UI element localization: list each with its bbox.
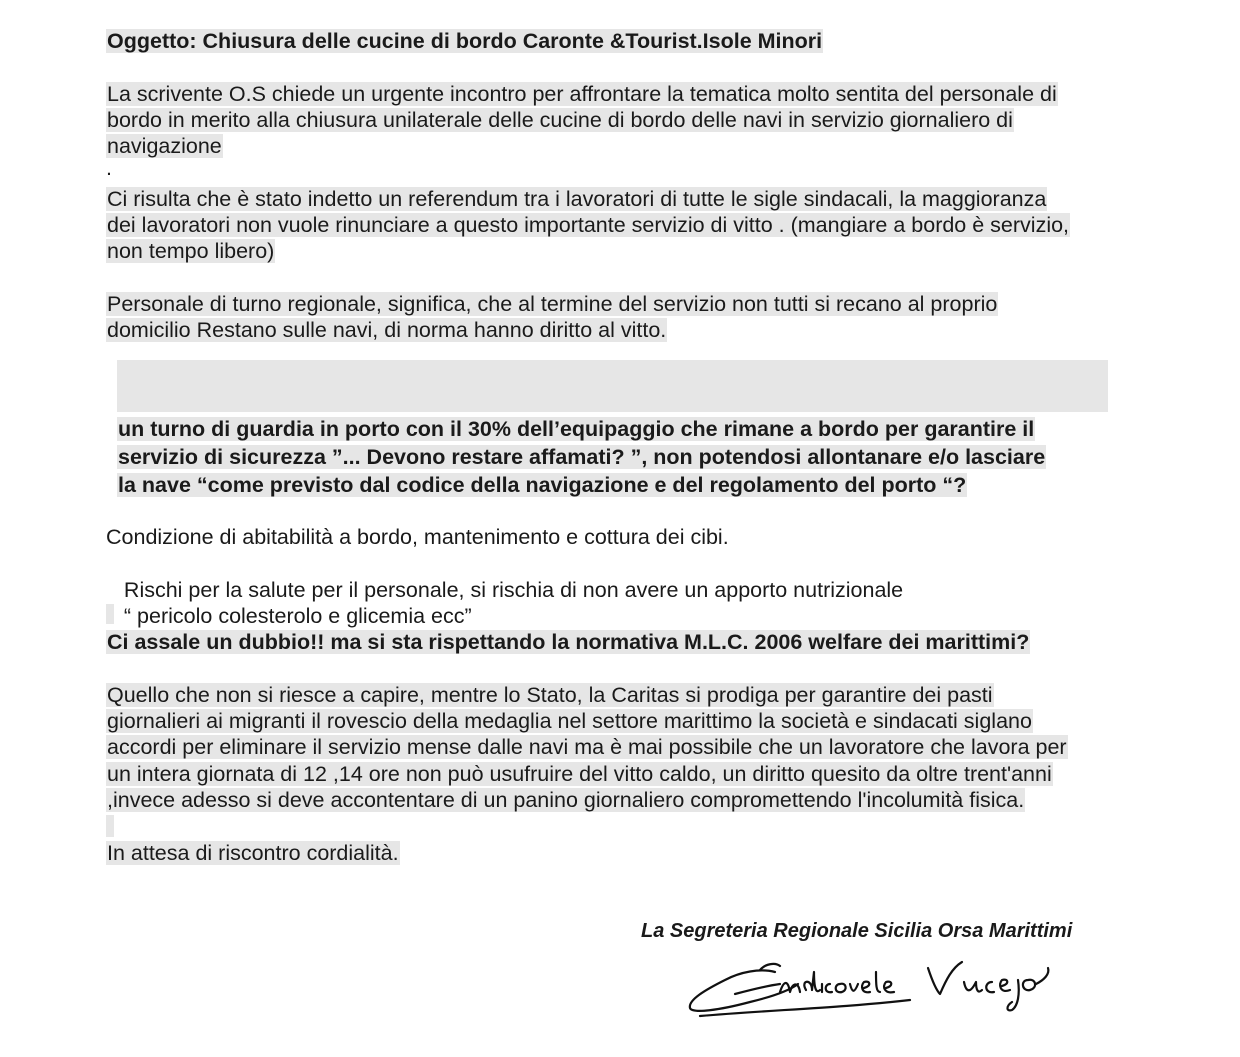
paragraph-4-line-3 — [106, 577, 472, 628]
paragraph-1-dot: . — [106, 156, 112, 180]
bold-block-text-2: servizio di sicurezza ”... Devono restare affamati? ”, non potendosi allontanare e/o lasciare — [118, 445, 1046, 469]
paragraph-1-text-3: navigazione — [107, 134, 222, 158]
bold-block-line-2 — [117, 443, 1046, 471]
paragraph-5-line-5 — [106, 787, 1025, 813]
paragraph-2-text-1: Ci risulta che è stato indetto un referendum tra i lavoratori di tutte le sigle sindacali, la maggioranza — [107, 187, 1047, 211]
bold-block-line-1 — [117, 415, 1035, 443]
paragraph-5-line-4 — [106, 761, 1053, 787]
paragraph-5-line-2 — [106, 708, 1033, 734]
paragraph-2-text-2: dei lavoratori non vuole rinunciare a questo importante servizio di vitto . (mangiare a bordo è servizio, — [107, 213, 1070, 237]
subject-text: Oggetto: Chiusura delle cucine di bordo Caronte &Tourist.Isole Minori — [107, 29, 823, 53]
paragraph-5-text-2: giornalieri ai migranti il rovescio della medaglia nel settore marittimo la società e sindacati siglano — [107, 709, 1032, 733]
paragraph-5-line-3 — [106, 734, 1068, 760]
paragraph-1-line-2 — [106, 107, 1014, 133]
paragraph-2-line-1 — [106, 186, 1047, 212]
closing-text: In attesa di riscontro cordialità. — [107, 841, 399, 865]
margin-mark — [106, 604, 114, 624]
paragraph-2-line-2 — [106, 212, 1070, 238]
paragraph-4-line-1 — [106, 524, 729, 550]
paragraph-5-line-1 — [106, 682, 994, 708]
bold-block-text-1: un turno di guardia in porto con il 30% dell’equipaggio che rimane a bordo per garantire il — [118, 417, 1035, 441]
question-text: Ci assale un dubbio!! ma si sta rispettando la normativa M.L.C. 2006 welfare dei marittimi? — [107, 630, 1030, 654]
bold-block-text-3: la nave “come previsto dal codice della navigazione e del regolamento del porto “? — [118, 473, 967, 497]
paragraph-3-text-1: Personale di turno regionale, significa, che al termine del servizio non tutti si recano al proprio — [107, 292, 998, 316]
subject-line — [106, 28, 823, 54]
highlight-box — [117, 360, 1108, 412]
paragraph-5-text-4: un intera giornata di 12 ,14 ore non può usufruire del vitto caldo, un diritto quesito da oltre trent'anni — [107, 762, 1052, 786]
bold-block-line-3 — [117, 471, 967, 499]
paragraph-5-text-5: ,invece adesso si deve accontentare di un panino giornaliero compromettendo l'incolumità fisica. — [107, 788, 1025, 812]
paragraph-2-text-3: non tempo libero) — [107, 239, 275, 263]
paragraph-1-line-4 — [106, 158, 112, 178]
paragraph-4-text-2: Rischi per la salute per il personale, si rischia di non avere un apporto nutrizionale — [117, 578, 904, 602]
paragraph-1-line-1 — [106, 81, 1058, 107]
signature-label: La Segreteria Regionale Sicilia Orsa Marittimi — [641, 920, 1073, 942]
paragraph-2-line-3 — [106, 238, 275, 264]
paragraph-5-text-1: Quello che non si riesce a capire, mentre lo Stato, la Caritas si prodiga per garantire dei pasti — [107, 683, 993, 707]
paragraph-1-line-3 — [106, 133, 223, 159]
paragraph-1-text-1: La scrivente O.S chiede un urgente incontro per affrontare la tematica molto sentita del personale di — [107, 82, 1057, 106]
paragraph-3-line-2 — [106, 317, 667, 343]
paragraph-1-text-2: bordo in merito alla chiusura unilaterale delle cucine di bordo delle navi in servizio giornaliero di — [107, 108, 1013, 132]
closing-line — [106, 840, 400, 866]
handwritten-signature — [680, 950, 1070, 1025]
paragraph-5-text-3: accordi per eliminare il servizio mense dalle navi ma è mai possibile che un lavoratore che lavora per — [107, 735, 1067, 759]
margin-mark-2 — [106, 815, 114, 837]
paragraph-3-text-2: domicilio Restano sulle navi, di norma hanno diritto al vitto. — [107, 318, 667, 342]
question-line — [106, 629, 1030, 655]
paragraph-4-text-1: Condizione di abitabilità a bordo, mantenimento e cottura dei cibi. — [106, 525, 729, 549]
paragraph-3-line-1 — [106, 291, 998, 317]
paragraph-4-line-2 — [106, 551, 904, 602]
paragraph-4-text-3: “ pericolo colesterolo e glicemia ecc” — [117, 604, 472, 628]
